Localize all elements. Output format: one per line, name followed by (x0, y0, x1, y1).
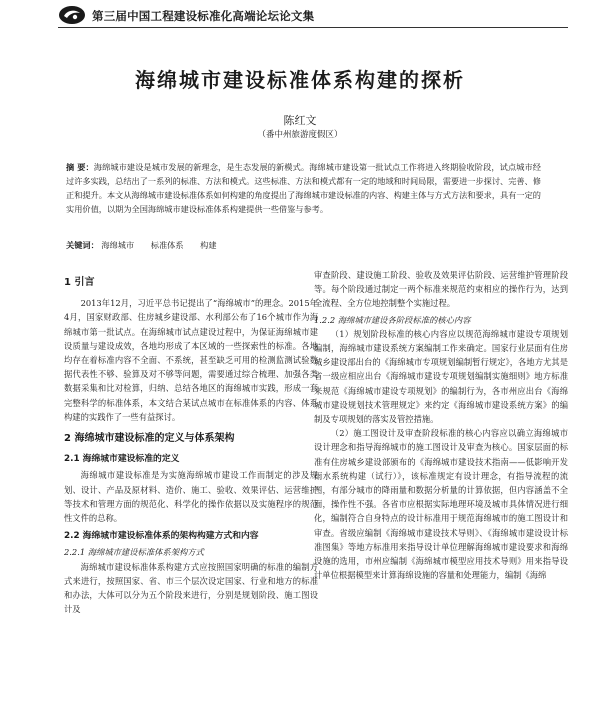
page-header (58, 4, 568, 28)
keyword: 海绵城市 (101, 240, 135, 250)
conference-title: 第三届中国工程建设标准化高端论坛论文集 (92, 9, 315, 23)
section-2-2-heading: 2.2 海绵城市建设标准体系的架构构建方式和内容 (64, 531, 259, 542)
section-2-2-1-paragraph: 海绵城市建设标准体系构建方式应按照国家明确的标准的编制方式来进行，按照国家、省、市三个层次设定国家、行业和地方的标准和办法，大体可以分为五个阶段来进行，分别是规划阶段、施工图设计及 (64, 561, 318, 615)
keyword: 标准体系 (150, 240, 184, 250)
keywords (66, 240, 541, 251)
section-2-2-2-heading: 1.2.2 海绵城市建设各阶段标准的核心内容 (314, 314, 471, 325)
keyword: 构建 (200, 240, 217, 250)
left-column (64, 268, 318, 616)
section-2-1-paragraph: 海绵城市建设标准是为实施海绵城市建设工作而制定的涉及规划、设计、产品及原材料、造价、施工、验收、效果评估、运营维护等技术和管理方面的规范化、科学化的操作依据以及实施程序的规范性文件的总称。 (64, 470, 318, 524)
abstract (66, 160, 541, 216)
abstract-label: 摘 要： (66, 162, 94, 172)
section-2-heading: 2 海绵城市建设标准的定义与体系架构 (64, 433, 235, 445)
section-1-heading: 1 引言 (64, 277, 95, 288)
keywords-label: 关键词： (66, 240, 99, 250)
author-affiliation: （番中州旅游度假区） (257, 130, 343, 140)
section-2-1-heading: 2.1 海绵城市建设标准的定义 (64, 454, 180, 465)
item-1-paragraph: （1）规划阶段标准的核心内容应以规范海绵城市建设专项规划编制，海绵城市建设系统方案编制工作来确定。国家行业层面有住房城乡建设部出台的《海绵城市专项规划编制暂行规定》，各地方尤其是省一级应相应出台《海绵城市建设专项规划编制实施细则》地方标准来规范《海绵城市建设专项规划》的编制行为，各市州应出台《海绵城市建设规划技术管理规定》来约定《海绵城市建设系统方案》的编制及专项规划的落实及管控措施。 (314, 328, 568, 425)
right-column (314, 268, 568, 582)
header-rule (58, 27, 568, 28)
section-2-2-1-heading: 2.2.1 海绵城市建设标准体系架构方式 (64, 547, 204, 558)
conference-logo-icon (58, 5, 86, 25)
item-2-paragraph: （2）施工图设计及审查阶段标准的核心内容应以确立海绵城市设计理念和指导海绵城市的施工图设计及审查为核心。国家层面的标准有住房城乡建设部颁布的《海绵城市建设技术指南——低影响开发雨水系统构建（试行）》，该标准规定有设计理念，有指导流程的流图，有部分城市的降雨量和数据分析量的计算依据，但内容涵盖不全面，操作性不强。各省市应根据实际地理环境及城市具体情况进行细化，编制符合自身特点的设计标准用于规范海绵城市的施工图设计和审查。省级应编制《海绵城市建设技术导则》、《海绵城市建设设计标准图集》等地方标准用来指导设计单位理解海绵城市建设要求和海绵设施的选用，市州应编制《海绵城市模型应用技术导则》用来指导设计单位根据模型来计算海绵设施的容量和处理能力，编制《海绵 (314, 428, 568, 581)
abstract-text: 海绵城市建设是城市发展的新理念，是生态发展的新模式。海绵城市建设第一批试点工作将进入终期验收阶段，试点城市经过许多实践，总结出了一系列的标准、方法和模式。这些标准、方法和模式都有一定的地域和时间局限，需要进一步探讨、完善、修正和提升。本文从海绵城市建设标准体系如何构建的角度提出了海绵城市建设标准的内容、构建主体与方式方法和要求，具有一定的实用价值，以期为全国海绵城市建设标准体系构建提供一些借鉴与参考。 (66, 162, 541, 214)
continued-paragraph: 审查阶段、建设施工阶段、验收及效果评估阶段、运营维护管理阶段等。每个阶段通过制定一两个标准来规范约束相应的操作行为，达到全流程、全方位地控制整个实施过程。 (314, 270, 568, 309)
paper-title: 海绵城市建设标准体系构建的探析 (135, 68, 465, 92)
section-1-paragraph: 2013年12月，习近平总书记提出了“海绵城市”的理念。2015年4月，国家财政部、住房城乡建设部、水利部公布了16个城市作为海绵城市第一批试点。在海绵城市试点建设过程中，为保证海绵城市建设质量与建设成效，各地均形成了本区域的一些探索性的标准。各地均存在着标准内容不全面、不系统，甚至缺乏可用的检测监测试验数据代表性不够、验算及对不够等问题，需要通过综合梳理、加强各类数据采集和比对检算，归纳、总结各地区的海绵城市实践，形成一套完整科学的标准体系，本文结合某试点城市在标准体系的内容、体系构建的实践作了一些有益探讨。 (64, 298, 318, 422)
author-name: 陈红文 (283, 114, 317, 127)
